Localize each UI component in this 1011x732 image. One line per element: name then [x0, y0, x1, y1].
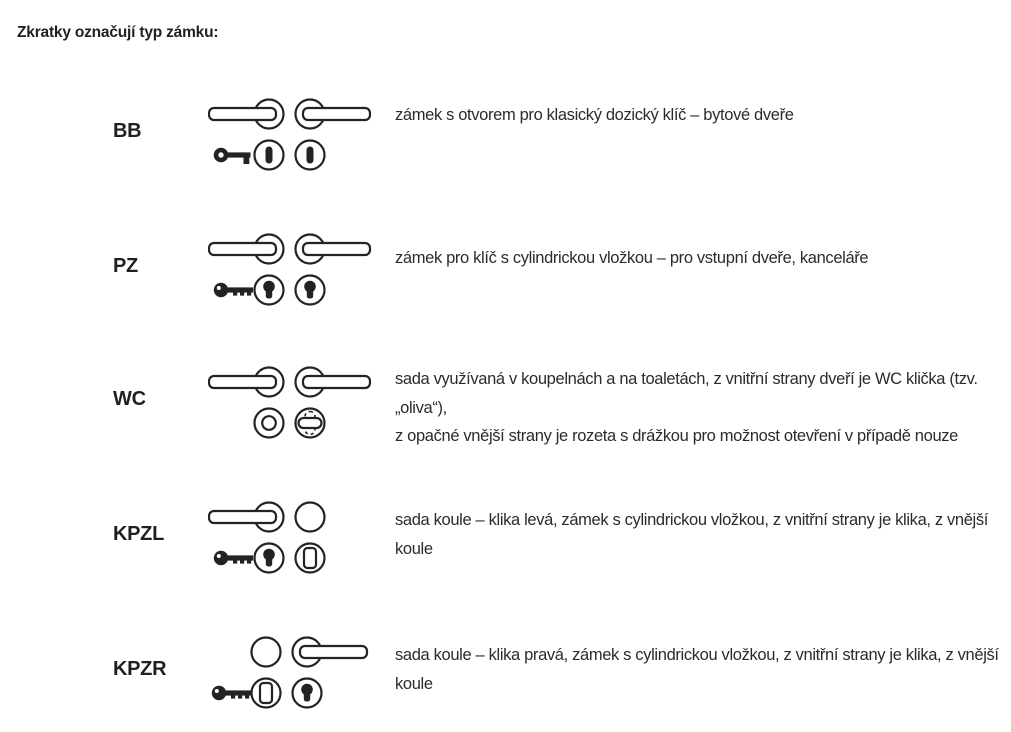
door-handle-left-icon [209, 503, 284, 532]
keyhole-cylinder-icon [296, 276, 325, 305]
lock-code-label: PZ [113, 255, 138, 277]
lock-code-label: BB [113, 120, 142, 142]
lock-icon-set-wc [208, 361, 373, 441]
door-knob-icon [296, 503, 325, 532]
lock-description: sada využívaná v koupelnách a na toaletách, z vnitřní strany dveří je WC klička (tzv. „oliva“), z opačné vnější strany je rozeta s drážkou pro možnost otevření v případě nouze [395, 370, 978, 445]
keyhole-cylinder-icon [255, 544, 284, 573]
lock-icon-set-kpzr [208, 631, 373, 711]
lock-code-label: KPZR [113, 658, 167, 680]
keyhole-cylinder-icon [255, 276, 284, 305]
door-handle-left-icon [209, 368, 284, 397]
door-handle-right-icon [296, 100, 371, 129]
lock-description: sada koule – klika levá, zámek s cylindrickou vložkou, z vnitřní strany je klika, z vnější koule [395, 511, 989, 558]
lock-icon-set-kpzl [208, 496, 373, 576]
lock-row-wc [0, 361, 1011, 451]
lock-description: zámek pro klíč s cylindrickou vložkou – pro vstupní dveře, kanceláře [395, 249, 869, 267]
cylinder-key-icon [212, 686, 251, 700]
lock-description: sada koule – klika pravá, zámek s cylindrickou vložkou, z vnitřní strany je klika, z vnější koule [395, 646, 999, 693]
door-handle-right-icon [296, 235, 371, 264]
cylinder-key-icon [214, 551, 253, 565]
keyhole-classic-icon [296, 141, 325, 170]
lock-icon-set-bb [208, 93, 373, 173]
lock-icon-set-pz [208, 228, 373, 308]
door-handle-left-icon [209, 235, 284, 264]
door-handle-right-icon [296, 368, 371, 397]
keyhole-classic-icon [255, 141, 284, 170]
knob-plate-icon [296, 544, 325, 573]
door-handle-right-icon [293, 638, 368, 667]
door-knob-icon [252, 638, 281, 667]
cylinder-key-icon [214, 283, 253, 297]
lock-description: zámek s otvorem pro klasický dozický klíč – bytové dveře [395, 106, 794, 124]
knob-plate-icon [252, 679, 281, 708]
lock-code-label: WC [113, 388, 146, 410]
keyhole-cylinder-icon [293, 679, 322, 708]
page-title: Zkratky označují typ zámku: [17, 24, 219, 41]
lock-row-bb [0, 93, 1011, 183]
lock-row-kpzl [0, 496, 1011, 586]
wc-thumbturn-oliva-icon [296, 409, 325, 438]
rosette-groove-icon [255, 409, 284, 438]
door-handle-left-icon [209, 100, 284, 129]
classic-key-icon [216, 150, 251, 164]
lock-code-label: KPZL [113, 523, 165, 545]
lock-row-kpzr [0, 631, 1011, 721]
lock-row-pz [0, 228, 1011, 318]
